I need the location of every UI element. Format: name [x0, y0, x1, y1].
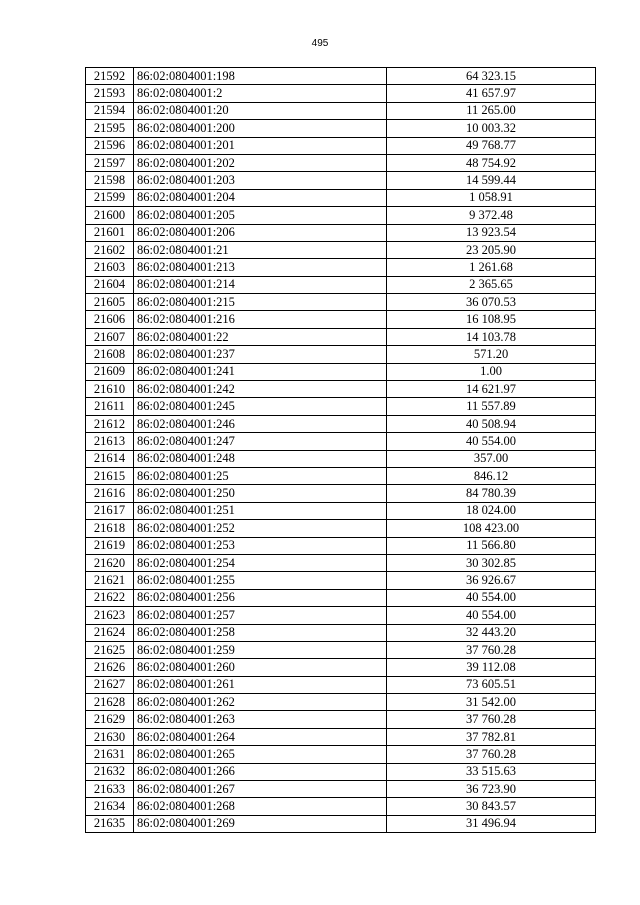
table-row — [86, 520, 596, 537]
row-number-cell: 21609 — [86, 363, 134, 380]
table-row — [86, 485, 596, 502]
value-cell: 84 780.39 — [387, 485, 596, 502]
cadastral-number-cell: 86:02:0804001:215 — [134, 294, 387, 311]
cadastral-number-cell: 86:02:0804001:203 — [134, 172, 387, 189]
value-cell: 31 542.00 — [387, 694, 596, 711]
value-cell: 37 782.81 — [387, 728, 596, 745]
value-cell: 14 599.44 — [387, 172, 596, 189]
table-row — [86, 381, 596, 398]
row-number-cell: 21632 — [86, 763, 134, 780]
row-number-cell: 21622 — [86, 589, 134, 606]
value-cell: 1.00 — [387, 363, 596, 380]
cadastral-number-cell: 86:02:0804001:265 — [134, 746, 387, 763]
value-cell: 14 103.78 — [387, 328, 596, 345]
row-number-cell: 21599 — [86, 189, 134, 206]
table-row — [86, 346, 596, 363]
cadastral-number-cell: 86:02:0804001:266 — [134, 763, 387, 780]
value-cell: 37 760.28 — [387, 641, 596, 658]
table-row — [86, 728, 596, 745]
table-row — [86, 641, 596, 658]
value-cell: 13 923.54 — [387, 224, 596, 241]
table-row — [86, 694, 596, 711]
value-cell: 41 657.97 — [387, 85, 596, 102]
row-number-cell: 21610 — [86, 381, 134, 398]
table-row — [86, 259, 596, 276]
value-cell: 36 926.67 — [387, 572, 596, 589]
row-number-cell: 21626 — [86, 659, 134, 676]
row-number-cell: 21630 — [86, 728, 134, 745]
value-cell: 37 760.28 — [387, 746, 596, 763]
table-row — [86, 276, 596, 293]
cadastral-number-cell: 86:02:0804001:260 — [134, 659, 387, 676]
row-number-cell: 21633 — [86, 781, 134, 798]
cadastral-number-cell: 86:02:0804001:248 — [134, 450, 387, 467]
value-cell: 14 621.97 — [387, 381, 596, 398]
table-row — [86, 781, 596, 798]
cadastral-number-cell: 86:02:0804001:21 — [134, 241, 387, 258]
row-number-cell: 21619 — [86, 537, 134, 554]
table-row — [86, 815, 596, 832]
value-cell: 357.00 — [387, 450, 596, 467]
value-cell: 846.12 — [387, 467, 596, 484]
cadastral-number-cell: 86:02:0804001:263 — [134, 711, 387, 728]
row-number-cell: 21625 — [86, 641, 134, 658]
table-row — [86, 172, 596, 189]
value-cell: 36 070.53 — [387, 294, 596, 311]
cadastral-number-cell: 86:02:0804001:269 — [134, 815, 387, 832]
value-cell: 16 108.95 — [387, 311, 596, 328]
row-number-cell: 21605 — [86, 294, 134, 311]
cadastral-number-cell: 86:02:0804001:267 — [134, 781, 387, 798]
row-number-cell: 21598 — [86, 172, 134, 189]
value-cell: 40 554.00 — [387, 589, 596, 606]
cadastral-number-cell: 86:02:0804001:252 — [134, 520, 387, 537]
value-cell: 73 605.51 — [387, 676, 596, 693]
value-cell: 2 365.65 — [387, 276, 596, 293]
value-cell: 31 496.94 — [387, 815, 596, 832]
row-number-cell: 21603 — [86, 259, 134, 276]
table-row — [86, 363, 596, 380]
table-row — [86, 589, 596, 606]
row-number-cell: 21624 — [86, 624, 134, 641]
value-cell: 64 323.15 — [387, 68, 596, 85]
cadastral-number-cell: 86:02:0804001:245 — [134, 398, 387, 415]
cadastral-number-cell: 86:02:0804001:242 — [134, 381, 387, 398]
row-number-cell: 21611 — [86, 398, 134, 415]
cadastral-number-cell: 86:02:0804001:264 — [134, 728, 387, 745]
row-number-cell: 21592 — [86, 68, 134, 85]
value-cell: 40 508.94 — [387, 415, 596, 432]
row-number-cell: 21629 — [86, 711, 134, 728]
value-cell: 10 003.32 — [387, 120, 596, 137]
row-number-cell: 21607 — [86, 328, 134, 345]
table-row — [86, 102, 596, 119]
row-number-cell: 21620 — [86, 554, 134, 571]
row-number-cell: 21602 — [86, 241, 134, 258]
cadastral-number-cell: 86:02:0804001:246 — [134, 415, 387, 432]
value-cell: 39 112.08 — [387, 659, 596, 676]
value-cell: 40 554.00 — [387, 433, 596, 450]
row-number-cell: 21600 — [86, 207, 134, 224]
row-number-cell: 21595 — [86, 120, 134, 137]
value-cell: 1 058.91 — [387, 189, 596, 206]
cadastral-number-cell: 86:02:0804001:20 — [134, 102, 387, 119]
table-row — [86, 433, 596, 450]
table-row — [86, 607, 596, 624]
value-cell: 23 205.90 — [387, 241, 596, 258]
row-number-cell: 21634 — [86, 798, 134, 815]
value-cell: 1 261.68 — [387, 259, 596, 276]
cadastral-number-cell: 86:02:0804001:201 — [134, 137, 387, 154]
value-cell: 11 566.80 — [387, 537, 596, 554]
table-row — [86, 554, 596, 571]
row-number-cell: 21615 — [86, 467, 134, 484]
row-number-cell: 21606 — [86, 311, 134, 328]
row-number-cell: 21618 — [86, 520, 134, 537]
cadastral-number-cell: 86:02:0804001:25 — [134, 467, 387, 484]
table-row — [86, 798, 596, 815]
cadastral-number-cell: 86:02:0804001:2 — [134, 85, 387, 102]
cadastral-number-cell: 86:02:0804001:214 — [134, 276, 387, 293]
value-cell: 32 443.20 — [387, 624, 596, 641]
row-number-cell: 21627 — [86, 676, 134, 693]
table-row — [86, 120, 596, 137]
value-cell: 18 024.00 — [387, 502, 596, 519]
value-cell: 33 515.63 — [387, 763, 596, 780]
cadastral-number-cell: 86:02:0804001:241 — [134, 363, 387, 380]
table-row — [86, 328, 596, 345]
row-number-cell: 21621 — [86, 572, 134, 589]
cadastral-number-cell: 86:02:0804001:205 — [134, 207, 387, 224]
cadastral-number-cell: 86:02:0804001:250 — [134, 485, 387, 502]
value-cell: 36 723.90 — [387, 781, 596, 798]
row-number-cell: 21635 — [86, 815, 134, 832]
cadastral-number-cell: 86:02:0804001:258 — [134, 624, 387, 641]
cadastral-number-cell: 86:02:0804001:198 — [134, 68, 387, 85]
table-row — [86, 294, 596, 311]
table-row — [86, 224, 596, 241]
table-row — [86, 137, 596, 154]
row-number-cell: 21612 — [86, 415, 134, 432]
value-cell: 9 372.48 — [387, 207, 596, 224]
value-cell: 48 754.92 — [387, 154, 596, 171]
value-cell: 30 302.85 — [387, 554, 596, 571]
value-cell: 49 768.77 — [387, 137, 596, 154]
cadastral-number-cell: 86:02:0804001:204 — [134, 189, 387, 206]
row-number-cell: 21614 — [86, 450, 134, 467]
cadastral-number-cell: 86:02:0804001:200 — [134, 120, 387, 137]
cadastral-number-cell: 86:02:0804001:256 — [134, 589, 387, 606]
row-number-cell: 21617 — [86, 502, 134, 519]
table-row — [86, 676, 596, 693]
value-cell: 37 760.28 — [387, 711, 596, 728]
table-row — [86, 467, 596, 484]
table-row — [86, 311, 596, 328]
table-row — [86, 241, 596, 258]
table-row — [86, 537, 596, 554]
value-cell: 11 265.00 — [387, 102, 596, 119]
table-row — [86, 572, 596, 589]
row-number-cell: 21631 — [86, 746, 134, 763]
table-row — [86, 207, 596, 224]
cadastral-number-cell: 86:02:0804001:216 — [134, 311, 387, 328]
row-number-cell: 21594 — [86, 102, 134, 119]
row-number-cell: 21616 — [86, 485, 134, 502]
table-row — [86, 85, 596, 102]
table-row — [86, 68, 596, 85]
table-row — [86, 763, 596, 780]
cadastral-number-cell: 86:02:0804001:251 — [134, 502, 387, 519]
row-number-cell: 21604 — [86, 276, 134, 293]
row-number-cell: 21608 — [86, 346, 134, 363]
cadastral-number-cell: 86:02:0804001:247 — [134, 433, 387, 450]
table-row — [86, 746, 596, 763]
table-row — [86, 624, 596, 641]
cadastral-number-cell: 86:02:0804001:268 — [134, 798, 387, 815]
cadastral-number-cell: 86:02:0804001:213 — [134, 259, 387, 276]
table-row — [86, 398, 596, 415]
cadastral-number-cell: 86:02:0804001:22 — [134, 328, 387, 345]
table-row — [86, 659, 596, 676]
cadastral-number-cell: 86:02:0804001:262 — [134, 694, 387, 711]
cadastral-number-cell: 86:02:0804001:202 — [134, 154, 387, 171]
cadastral-number-cell: 86:02:0804001:261 — [134, 676, 387, 693]
cadastral-number-cell: 86:02:0804001:254 — [134, 554, 387, 571]
value-cell: 571.20 — [387, 346, 596, 363]
cadastral-number-cell: 86:02:0804001:255 — [134, 572, 387, 589]
value-cell: 11 557.89 — [387, 398, 596, 415]
table-row — [86, 502, 596, 519]
table-row — [86, 415, 596, 432]
table-row — [86, 450, 596, 467]
table-row — [86, 711, 596, 728]
table-row — [86, 189, 596, 206]
cadastral-number-cell: 86:02:0804001:237 — [134, 346, 387, 363]
row-number-cell: 21623 — [86, 607, 134, 624]
registry-table — [85, 67, 596, 833]
row-number-cell: 21597 — [86, 154, 134, 171]
value-cell: 40 554.00 — [387, 607, 596, 624]
row-number-cell: 21628 — [86, 694, 134, 711]
value-cell: 30 843.57 — [387, 798, 596, 815]
value-cell: 108 423.00 — [387, 520, 596, 537]
cadastral-number-cell: 86:02:0804001:253 — [134, 537, 387, 554]
row-number-cell: 21613 — [86, 433, 134, 450]
page-number: 495 — [311, 38, 329, 49]
row-number-cell: 21601 — [86, 224, 134, 241]
row-number-cell: 21593 — [86, 85, 134, 102]
registry-table-body — [86, 68, 596, 833]
cadastral-number-cell: 86:02:0804001:257 — [134, 607, 387, 624]
table-row — [86, 154, 596, 171]
cadastral-number-cell: 86:02:0804001:206 — [134, 224, 387, 241]
cadastral-number-cell: 86:02:0804001:259 — [134, 641, 387, 658]
row-number-cell: 21596 — [86, 137, 134, 154]
